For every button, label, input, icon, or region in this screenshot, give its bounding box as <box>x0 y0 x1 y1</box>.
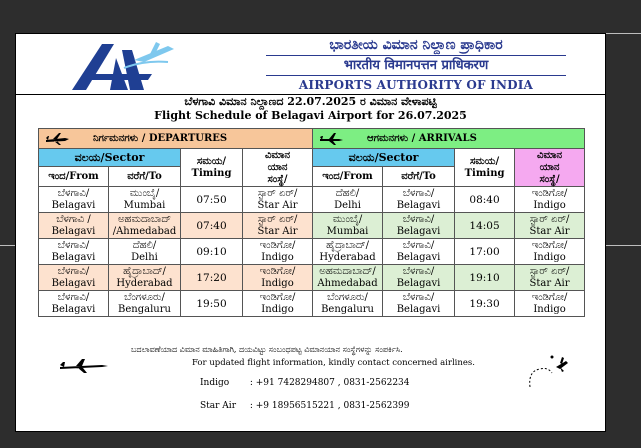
footer-note-kannada: ಬದಲಾವಣೆಯಾದ ವಿಮಾನ ಮಾಹಿತಿಗಾಗಿ, ದಯವಿಟ್ಟು ಸಂಬಂಧಪಟ್ಟ ವಿಮಾನಯಾನ ಸಂಸ್ಥೆಗಳನ್ನು ಸಂಪರ್ಕಿಸಿ. <box>131 345 403 354</box>
arr-airline-cell: ಇಂಡಿಗೋ/ Indigo <box>515 291 585 317</box>
arr-from-header: ಇಂದ/From <box>313 167 383 187</box>
contact-airline: Indigo <box>200 378 230 388</box>
edge-line-top-right <box>606 33 641 34</box>
arr-timing-header: ಸಮಯ/ Timing <box>455 149 515 187</box>
arr-to-cell: ಬೆಳಗಾವಿ/ Belagavi <box>383 213 455 239</box>
table-row <box>39 213 585 239</box>
arr-from-cell: ಅಹಮದಾಬಾದ್/ Ahmedabad <box>313 265 383 291</box>
arr-airline-cell: ಇಂಡಿಗೋ/ Indigo <box>515 239 585 265</box>
dep-time-cell: 19:50 <box>181 291 243 317</box>
dep-airline-cell: ಸ್ಟಾರ್ ಏರ್/ Star Air <box>243 213 313 239</box>
dep-time-cell: 17:20 <box>181 265 243 291</box>
band-row <box>39 129 585 149</box>
dep-to-cell: ದೆಹಲಿ/ Delhi <box>109 239 181 265</box>
contact-phone: : +91 7428294807 , 0831-2562234 <box>249 378 410 388</box>
aai-logo-icon <box>64 40 176 92</box>
dep-to-cell: ಮುಂಬೈ/ Mumbai <box>109 187 181 213</box>
dep-time-cell: 07:40 <box>181 213 243 239</box>
arr-from-cell: ಮುಂಬೈ/ Mumbai <box>313 213 383 239</box>
dep-from-cell: ಬೆಳಗಾವಿ/ Belagavi <box>39 187 109 213</box>
arr-airline-cell: ಇಂಡಿಗೋ/ Indigo <box>515 187 585 213</box>
dep-airline-cell: ಇಂಡಿಗೋ/ Indigo <box>243 291 313 317</box>
arr-sector-header: ವಲಯ/Sector <box>313 149 455 167</box>
arr-time-cell: 17:00 <box>455 239 515 265</box>
dep-from-cell: ಬೆಳಗಾವಿ/ Belagavi <box>39 239 109 265</box>
dep-from-cell: ಬೆಳಗಾವಿ / Belagavi <box>39 213 109 239</box>
arr-from-cell: ಬೆಂಗಳೂರು/ Bengaluru <box>313 291 383 317</box>
arr-time-cell: 14:05 <box>455 213 515 239</box>
edge-line-left <box>0 245 15 246</box>
arr-to-cell: ಬೆಳಗಾವಿ/ Belagavi <box>383 239 455 265</box>
table-row <box>39 239 585 265</box>
arr-airline-cell: ಸ್ಟಾರ್ ಏರ್/ Star Air <box>515 213 585 239</box>
dep-from-cell: ಬೆಳಗಾವಿ/ Belagavi <box>39 265 109 291</box>
departure-plane-icon <box>45 133 71 145</box>
table-row <box>39 187 585 213</box>
dep-from-cell: ಬೆಳಗಾವಿ/ Belagavi <box>39 291 109 317</box>
arr-to-header: ವರೆಗೆ/To <box>383 167 455 187</box>
dep-to-cell: ಹೈದ್ರಾಬಾದ್/ Hyderabad <box>109 265 181 291</box>
arr-to-cell: ಬೆಳಗಾವಿ/ Belagavi <box>383 265 455 291</box>
flight-rows <box>39 187 585 317</box>
dep-airline-header: ವಿಮಾನ ಯಾನ ಸಂಸ್ಥೆ/ <box>243 149 313 187</box>
arrivals-band <box>313 129 585 149</box>
arr-time-cell: 19:10 <box>455 265 515 291</box>
arr-from-cell: ದೆಹಲಿ/ Delhi <box>313 187 383 213</box>
edge-line-right <box>606 245 641 246</box>
schedule-title-english: Flight Schedule of Belagavi Airport for 26.07.2025 <box>154 109 467 122</box>
arrivals-band-label: ಆಗಮನಗಳು / ARRIVALS <box>367 132 477 144</box>
dep-time-cell: 09:10 <box>181 239 243 265</box>
arr-airline-cell: ಸ್ಟಾರ್ ಏರ್/ Star Air <box>515 265 585 291</box>
dep-airline-cell: ಇಂಡಿಗೋ/ Indigo <box>243 265 313 291</box>
dep-airline-cell: ಸ್ಟಾರ್ ಏರ್/ Star Air <box>243 187 313 213</box>
contact-star-air <box>200 401 410 411</box>
arrival-plane-icon <box>319 133 345 145</box>
arr-time-cell: 08:40 <box>455 187 515 213</box>
title-kannada: ಭಾರತೀಯ ವಿಮಾನ ನಿಲ್ದಾಣ ಪ್ರಾಧಿಕಾರ <box>266 36 566 56</box>
title-hindi: भारतीय विमानपत्तन प्राधिकरण <box>266 56 566 76</box>
contact-indigo <box>200 378 410 388</box>
arr-to-cell: ಬೆಳಗಾವಿ/ Belagavi <box>383 291 455 317</box>
departures-band <box>39 129 313 149</box>
schedule-sheet <box>15 33 606 432</box>
header-titles <box>266 36 566 95</box>
footer-note-english: For updated flight information, kindly contact concerned airlines. <box>192 358 475 368</box>
flight-table <box>38 128 585 317</box>
schedule-title <box>16 95 605 123</box>
header-row-1 <box>39 149 585 167</box>
dep-to-cell: ಅಹಮದಾಬಾದ್ /Ahmedabad <box>109 213 181 239</box>
footer-route-plane-icon <box>526 351 572 391</box>
schedule-title-kannada: ಬೆಳಗಾವಿ ವಿಮಾನ ನಿಲ್ದಾಣದ 22.07.2025 ರ ವಿಮಾನ ವೇಳಾಪಟ್ಟಿ <box>184 95 437 108</box>
dep-timing-header: ಸಮಯ/ Timing <box>181 149 243 187</box>
title-english: AIRPORTS AUTHORITY OF INDIA <box>298 78 534 92</box>
departures-band-label: ನಿರ್ಗಮನಗಳು / DEPARTURES <box>93 132 228 144</box>
dep-from-header: ಇಂದ/From <box>39 167 109 187</box>
header <box>16 34 605 95</box>
arr-to-cell: ಬೆಳಗಾವಿ/ Belagavi <box>383 187 455 213</box>
dep-sector-header: ವಲಯ/Sector <box>39 149 181 167</box>
footer-plane-left-icon <box>58 357 110 373</box>
contact-airline: Star Air <box>200 401 236 411</box>
arr-time-cell: 19:30 <box>455 291 515 317</box>
footer <box>16 331 605 431</box>
arr-from-cell: ಹೈದ್ರಾಬಾದ್/ Hyderabad <box>313 239 383 265</box>
dep-to-cell: ಬೆಂಗಳೂರು/ Bengaluru <box>109 291 181 317</box>
table-row <box>39 265 585 291</box>
dep-airline-cell: ಇಂಡಿಗೋ/ Indigo <box>243 239 313 265</box>
arr-airline-header: ವಿಮಾನ ಯಾನ ಸಂಸ್ಥೆ/ <box>515 149 585 187</box>
dep-time-cell: 07:50 <box>181 187 243 213</box>
dep-to-header: ವರೆಗೆ/To <box>109 167 181 187</box>
contact-phone: : +9 18956515221 , 0831-2562399 <box>249 401 410 411</box>
table-row <box>39 291 585 317</box>
